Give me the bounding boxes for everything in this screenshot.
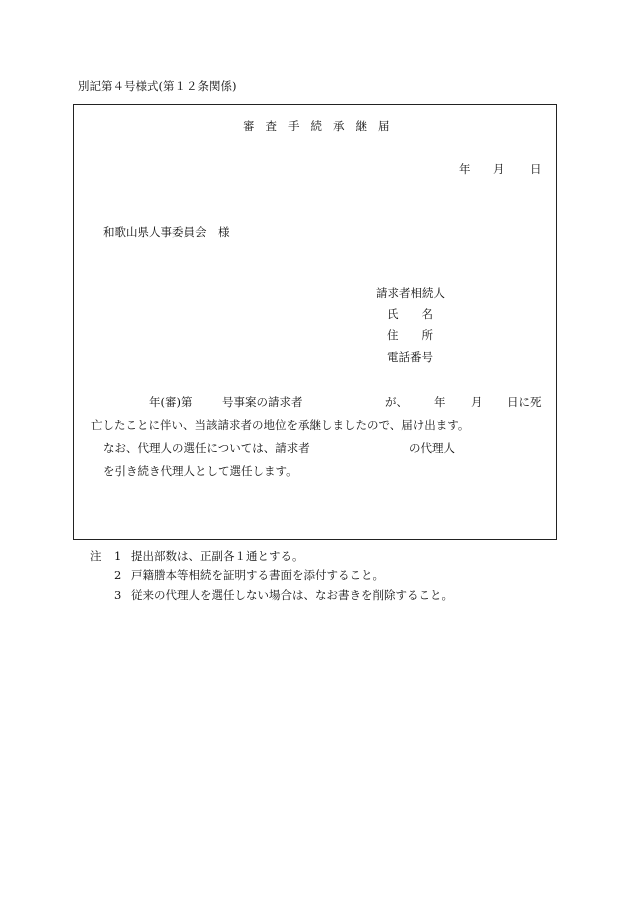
- body-date-day: 日に死: [507, 395, 542, 409]
- body-line-4: を引き続き代理人として選任します。: [103, 464, 298, 478]
- body-date-year: 年: [434, 395, 446, 409]
- notes-label: 注: [90, 549, 102, 563]
- note-item-1-num: 1: [114, 549, 122, 563]
- applicant-address-label: 住 所: [387, 328, 433, 342]
- note-item-1-text: 提出部数は、正副各１通とする。: [131, 549, 304, 563]
- note-item-3-num: 3: [114, 588, 122, 602]
- applicant-heading: 請求者相続人: [376, 286, 445, 300]
- applicant-name-label: 氏 名: [387, 307, 433, 321]
- body-case-year: 年(審)第: [149, 395, 193, 409]
- date-month-label: 月: [493, 162, 505, 176]
- body-case-number: 号事案の請求者: [222, 395, 303, 409]
- body-line-3a: なお、代理人の選任については、請求者: [103, 441, 310, 455]
- body-ga: が、: [385, 395, 408, 409]
- body-line-3b: の代理人: [409, 441, 455, 455]
- date-year-label: 年: [459, 162, 471, 176]
- date-day-label: 日: [530, 162, 542, 176]
- applicant-phone-label: 電話番号: [387, 350, 433, 364]
- body-line-2: 亡したことに伴い、当該請求者の地位を承継しましたので、届け出ます。: [91, 418, 470, 432]
- note-item-3-text: 従来の代理人を選任しない場合は、なお書きを削除すること。: [131, 588, 453, 602]
- note-item-2-text: 戸籍謄本等相続を証明する書面を添付すること。: [131, 568, 384, 582]
- form-title: 審査手続承継届: [243, 119, 401, 133]
- addressee: 和歌山県人事委員会 様: [103, 225, 230, 239]
- form-number-label: 別記第４号様式(第１２条関係): [78, 79, 237, 93]
- note-item-2-num: 2: [114, 568, 122, 582]
- body-date-month: 月: [471, 395, 483, 409]
